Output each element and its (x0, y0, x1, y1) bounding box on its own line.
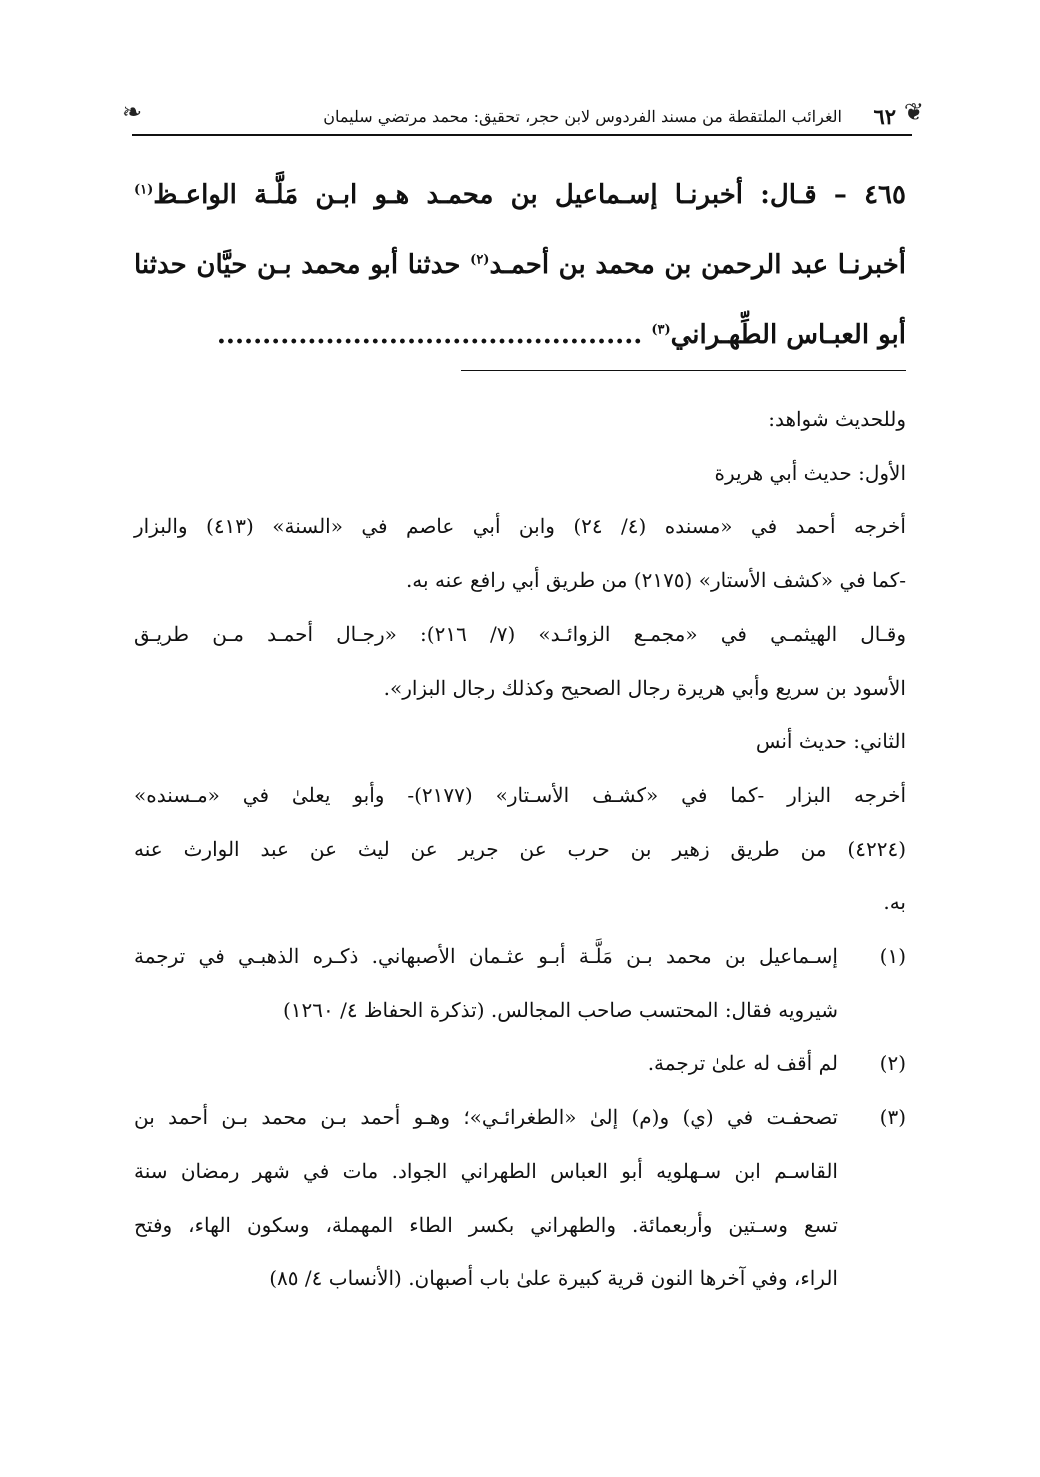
hadith-text (134, 160, 906, 370)
footnote-line: شيرويه فقال: المحتسب صاحب المجالس. (تذكرة الحفاظ ٤/ ١٢٦٠) (282, 997, 838, 1022)
running-header (122, 98, 924, 136)
hadith-line-1: ٤٦٥ – قـال: أخبرنـا إسـماعيل بن محمـد هـو ابـن مَلَّـة الواعـظ$^{(١)}$ (134, 180, 906, 210)
commentary-line: وقـال الهيثمـي في «مجمـع الزوائـد» (٧/ ٢١٦): «رجـال أحمـد مـن طريـق (134, 621, 906, 646)
footnote-1 (134, 930, 906, 1037)
footnote-ref-1[interactable]: (١) (134, 182, 154, 198)
footnote-separator (461, 370, 906, 371)
footnote-number: (٣) (879, 1105, 906, 1130)
ornament-left-icon: ❧ (122, 98, 143, 126)
footnote-line: تسع وسـتين وأربعمائة. والطهراني بكسر الطاء المهملة، وسكون الهاء، وفتح (134, 1212, 838, 1237)
footnote-number: (١) (879, 944, 906, 968)
footnote-line: القاسـم ابن سـهلويه أبو العباس الطهراني الجواد. مات في شهر رمضان سنة (134, 1158, 838, 1183)
commentary-line: (٤٢٢٤) من طريق زهير بن حرب عن جرير عن ليث عن عبد الوارث عنه (134, 836, 906, 861)
footnote-ref-2[interactable]: (٢) (470, 252, 490, 268)
footnote-ref-3[interactable]: (٣) (651, 322, 671, 338)
footnote-line: لم أقف له علىٰ ترجمة. (647, 1051, 838, 1076)
commentary-line: أخرجه البزار -كما في «كشـف الأسـتار» (٢١٧٧)- وأبو يعلىٰ في «مـسنده» (134, 782, 906, 807)
footnote-line: تصحفـت في (ي) و(م) إلىٰ «الطغرائـي»؛ وهـو أحمد بـن محمد بـن أحمد بن (134, 1105, 838, 1130)
commentary-line: وللحديث شواهد: (768, 407, 906, 431)
footnote-line: إسـماعيل بن محمد بـن مَلَّـة أبـو عثـمان الأصبهاني. ذكـره الذهبـي في ترجمة (134, 944, 838, 968)
footnote-3 (134, 1091, 906, 1306)
commentary (134, 393, 906, 930)
footnotes (134, 930, 906, 1306)
commentary-line: الثاني: حديث أنس (755, 729, 906, 754)
running-title: الغرائب الملتقطة من مسند الفردوس لابن حجر، تحقيق: محمد مرتضي سليمان (323, 107, 842, 126)
footnote-number: (٢) (879, 1051, 906, 1076)
page-number: ٦٢ (873, 104, 896, 129)
commentary-line: به. (883, 890, 906, 915)
commentary-line: -كما في «كشف الأستار» (٢١٧٥) من طريق أبي رافع عنه به. (405, 568, 906, 593)
hadith-line-2: أخبرنـا عبد الرحمن بن محمد بن أحمـد$^{(٢)}$ حدثنا أبو محمد بـن حيَّان حدثنا (134, 250, 906, 280)
commentary-line: الأسود بن سريع وأبي هريرة رجال الصحيح وكذلك رجال البزار». (383, 675, 906, 700)
footnote-2 (134, 1037, 906, 1091)
commentary-line: أخرجه أحمد في «مسنده (٤/ ٢٤) وابن أبي عاصم في «السنة» (٤١٣) والبزار (134, 514, 906, 539)
hadith-line-3: أبو العبـاس الطِّهـراني$^{(٣)}$ ............................................... (216, 320, 906, 350)
footnote-line: الراء، وفي آخرها النون قرية كبيرة علىٰ باب أصبهان. (الأنساب ٤/ ٨٥) (269, 1266, 838, 1291)
commentary-line: الأول: حديث أبي هريرة (714, 460, 906, 485)
ornament-right-icon: ❦ (903, 98, 924, 126)
